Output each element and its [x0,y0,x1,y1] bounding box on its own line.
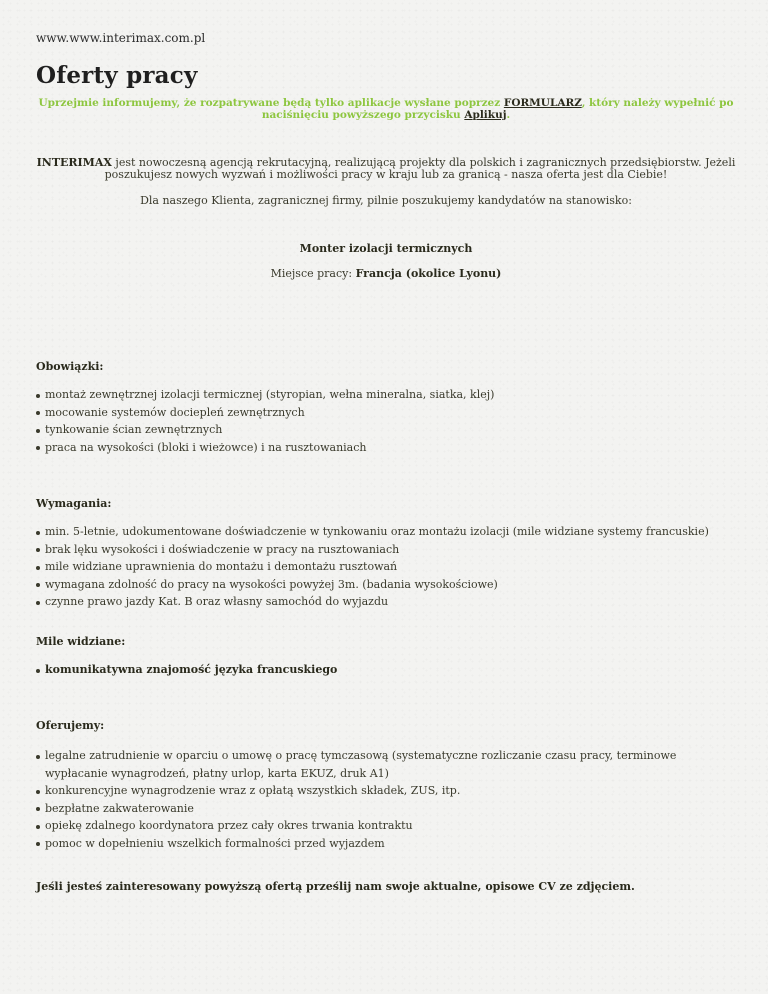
duties-list [36,386,736,456]
list-item: mocowanie systemów dociepleń zewnętrznych [36,404,736,422]
list-item: praca na wysokości (bloki i wieżowce) i na rusztowaniach [36,439,736,457]
requirements-heading: Wymagania: [36,497,112,510]
list-item: bezpłatne zakwaterowanie [36,800,736,818]
company-name: INTERIMAX [36,156,112,169]
list-item: czynne prawo jazdy Kat. B oraz własny samochód do wyjazdu [36,593,736,611]
aplikuj-link[interactable]: Aplikuj [464,109,507,121]
notice-text-end: . [506,109,511,121]
client-line: Dla naszego Klienta, zagranicznej firmy, pilnie poszukujemy kandydatów na stanowisko: [140,194,632,207]
page-title: Oferty pracy [36,62,198,89]
list-item: opiekę zdalnego koordynatora przez cały okres trwania kontraktu [36,817,736,835]
list-item: komunikatywna znajomość języka francuskiego [36,661,736,679]
site-url: www.www.interimax.com.pl [36,31,206,45]
nice-to-have-list [36,661,736,679]
application-notice [36,97,736,121]
offer-heading: Oferujemy: [36,719,105,732]
list-item: mile widziane uprawnienia do montażu i demontażu rusztowań [36,558,736,576]
list-item: tynkowanie ścian zewnętrznych [36,421,736,439]
nice-to-have-heading: Mile widziane: [36,635,126,648]
work-location [36,267,736,280]
closing-note: Jeśli jesteś zainteresowany powyższą ofertą prześlij nam swoje aktualne, opisowe CV ze zdjęciem. [36,880,635,893]
intro-text: jest nowoczesną agencją rekrutacyjną, realizującą projekty dla polskich i zagranicznych przedsiębiorstw. Jeżeli poszukujesz nowych wyzwań i możliwości pracy w kraju lub za granicą - nasza oferta jest dla Ciebie! [104,156,736,181]
company-intro [36,157,736,181]
location-value: Francja (okolice Lyonu) [355,267,502,280]
location-label: Miejsce pracy: [270,267,356,280]
list-item: legalne zatrudnienie w oparciu o umowę o pracę tymczasową (systematyczne rozliczanie czasu pracy, terminowe wypłacanie wynagrodzeń, płatny urlop, karta EKUZ, druk A1) [36,747,736,782]
position-title: Monter izolacji termicznych [299,242,473,255]
list-item: konkurencyjne wynagrodzenie wraz z opłatą wszystkich składek, ZUS, itp. [36,782,736,800]
list-item: wymagana zdolność do pracy na wysokości powyżej 3m. (badania wysokościowe) [36,576,736,594]
formularz-link[interactable]: FORMULARZ [503,97,582,109]
notice-text-middle: , który należy wypełnić po naciśnięciu powyższego przycisku [261,97,734,121]
list-item: min. 5-letnie, udokumentowane doświadczenie w tynkowaniu oraz montażu izolacji (mile widziane systemy francuskie) [36,523,736,541]
offer-list [36,747,736,853]
list-item: pomoc w dopełnieniu wszelkich formalności przed wyjazdem [36,835,736,853]
list-item: brak lęku wysokości i doświadczenie w pracy na rusztowaniach [36,541,736,559]
notice-text-start: Uprzejmie informujemy, że rozpatrywane będą tylko aplikacje wysłane poprzez [38,97,504,109]
list-item: montaż zewnętrznej izolacji termicznej (styropian, wełna mineralna, siatka, klej) [36,386,736,404]
requirements-list [36,523,736,611]
duties-heading: Obowiązki: [36,360,104,373]
